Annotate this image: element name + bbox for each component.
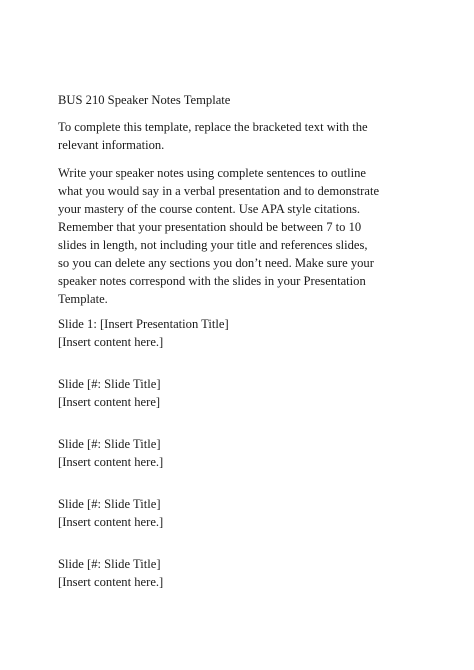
document-title: BUS 210 Speaker Notes Template [58, 93, 231, 107]
slide-section [58, 375, 161, 411]
instructions-line: Write your speaker notes using complete sentences to outline [58, 166, 366, 180]
instructions-line: your mastery of the course content. Use APA style citations. [58, 202, 361, 216]
slide-section [58, 315, 229, 351]
slide-heading: Slide [#: Slide Title] [58, 497, 161, 511]
slide-content: [Insert content here.] [58, 335, 164, 349]
slide-section [58, 495, 163, 531]
slide-content: [Insert content here.] [58, 515, 164, 529]
instructions-line: Remember that your presentation should be between 7 to 10 [58, 220, 362, 234]
slide-heading: Slide [#: Slide Title] [58, 377, 161, 391]
slide-content: [Insert content here] [58, 395, 161, 409]
instructions-line: Template. [58, 292, 108, 306]
intro-line: relevant information. [58, 138, 165, 152]
intro-line: To complete this template, replace the bracketed text with the [58, 120, 368, 134]
slide-section [58, 435, 163, 471]
instructions-paragraph [58, 164, 418, 308]
instructions-line: so you can delete any sections you don’t need. Make sure your [58, 256, 374, 270]
instructions-line: slides in length, not including your title and references slides, [58, 238, 368, 252]
intro-paragraph [58, 118, 368, 154]
instructions-line: what you would say in a verbal presentation and to demonstrate [58, 184, 380, 198]
instructions-line: speaker notes correspond with the slides in your Presentation [58, 274, 366, 288]
slide-heading: Slide [#: Slide Title] [58, 557, 161, 571]
slide-heading: Slide [#: Slide Title] [58, 437, 161, 451]
slide-content: [Insert content here.] [58, 575, 164, 589]
slide-section [58, 555, 163, 591]
slide-heading: Slide 1: [Insert Presentation Title] [58, 317, 229, 331]
slide-content: [Insert content here.] [58, 455, 164, 469]
